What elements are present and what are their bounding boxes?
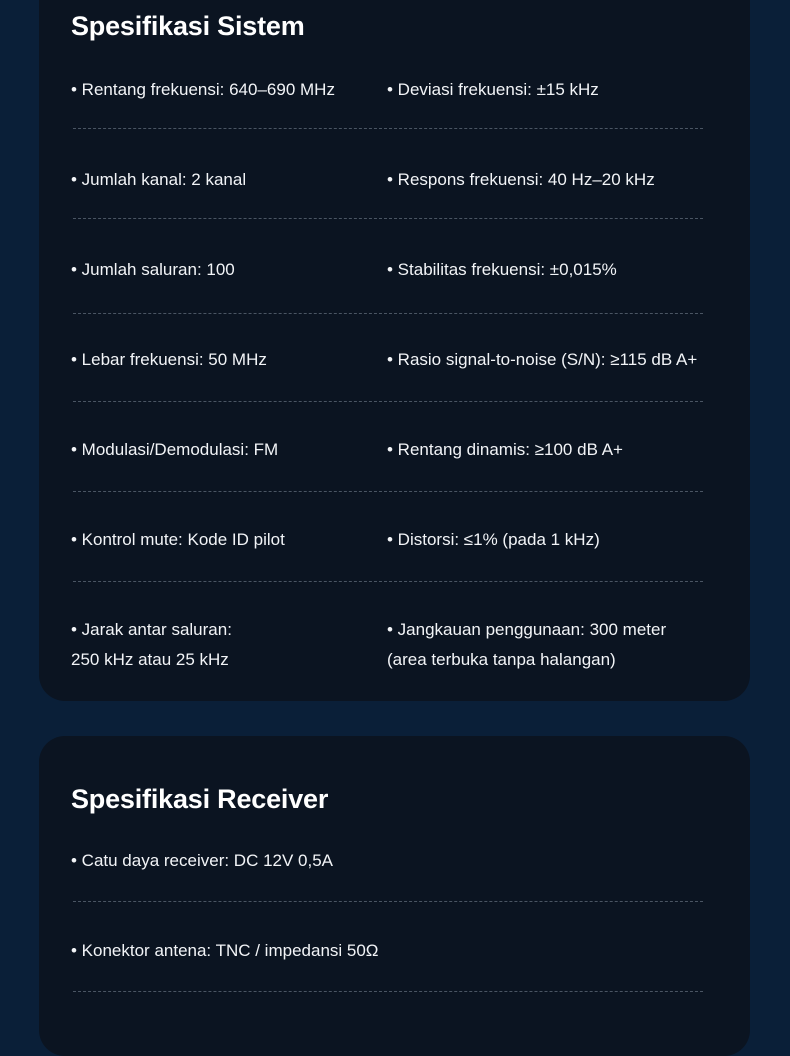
- spec-dynamic-range: • Rentang dinamis: ≥100 dB A+: [387, 440, 623, 459]
- spec-channel-spacing-line1: • Jarak antar saluran:: [71, 620, 232, 639]
- spec-receiver-power: • Catu daya receiver: DC 12V 0,5A: [71, 851, 334, 870]
- spec-row: [71, 165, 703, 255]
- row-divider: [73, 401, 703, 402]
- spec-operating-range-line1: • Jangkauan penggunaan: 300 meter: [387, 620, 667, 639]
- receiver-spec-card: [39, 736, 750, 1056]
- spec-channel-spacing-line2: 250 kHz atau 25 kHz: [71, 650, 229, 669]
- spec-line-count: • Jumlah saluran: 100: [71, 260, 235, 279]
- spec-snr: • Rasio signal-to-noise (S/N): ≥115 dB A+: [387, 350, 698, 369]
- spec-row: [71, 615, 703, 705]
- spec-operating-range: [387, 615, 666, 675]
- spec-bandwidth: • Lebar frekuensi: 50 MHz: [71, 350, 267, 369]
- spec-channel-spacing: [71, 615, 232, 675]
- spec-frequency-range: • Rentang frekuensi: 640–690 MHz: [71, 80, 335, 99]
- spec-row: [71, 255, 703, 345]
- row-divider: [73, 313, 703, 314]
- spec-row: [71, 936, 703, 1026]
- row-divider: [73, 991, 703, 992]
- receiver-spec-title: Spesifikasi Receiver: [71, 784, 329, 814]
- spec-distortion: • Distorsi: ≤1% (pada 1 kHz): [387, 530, 600, 549]
- spec-frequency-deviation: • Deviasi frekuensi: ±15 kHz: [387, 80, 599, 99]
- spec-frequency-stability: • Stabilitas frekuensi: ±0,015%: [387, 260, 617, 279]
- spec-frequency-response: • Respons frekuensi: 40 Hz–20 kHz: [387, 170, 655, 189]
- system-spec-title: Spesifikasi Sistem: [71, 11, 305, 41]
- system-spec-card: [39, 0, 750, 701]
- row-divider: [73, 128, 703, 129]
- row-divider: [73, 581, 703, 582]
- spec-row: [71, 345, 703, 435]
- spec-channel-count: • Jumlah kanal: 2 kanal: [71, 170, 247, 189]
- spec-mute-control: • Kontrol mute: Kode ID pilot: [71, 530, 285, 549]
- spec-row: [71, 435, 703, 525]
- spec-antenna-connector: • Konektor antena: TNC / impedansi 50Ω: [71, 941, 379, 960]
- row-divider: [73, 218, 703, 219]
- spec-modulation: • Modulasi/Demodulasi: FM: [71, 440, 279, 459]
- row-divider: [73, 491, 703, 492]
- spec-operating-range-line2: (area terbuka tanpa halangan): [387, 650, 616, 669]
- spec-row: [71, 846, 703, 936]
- spec-row: [71, 75, 703, 165]
- row-divider: [73, 901, 703, 902]
- spec-row: [71, 525, 703, 615]
